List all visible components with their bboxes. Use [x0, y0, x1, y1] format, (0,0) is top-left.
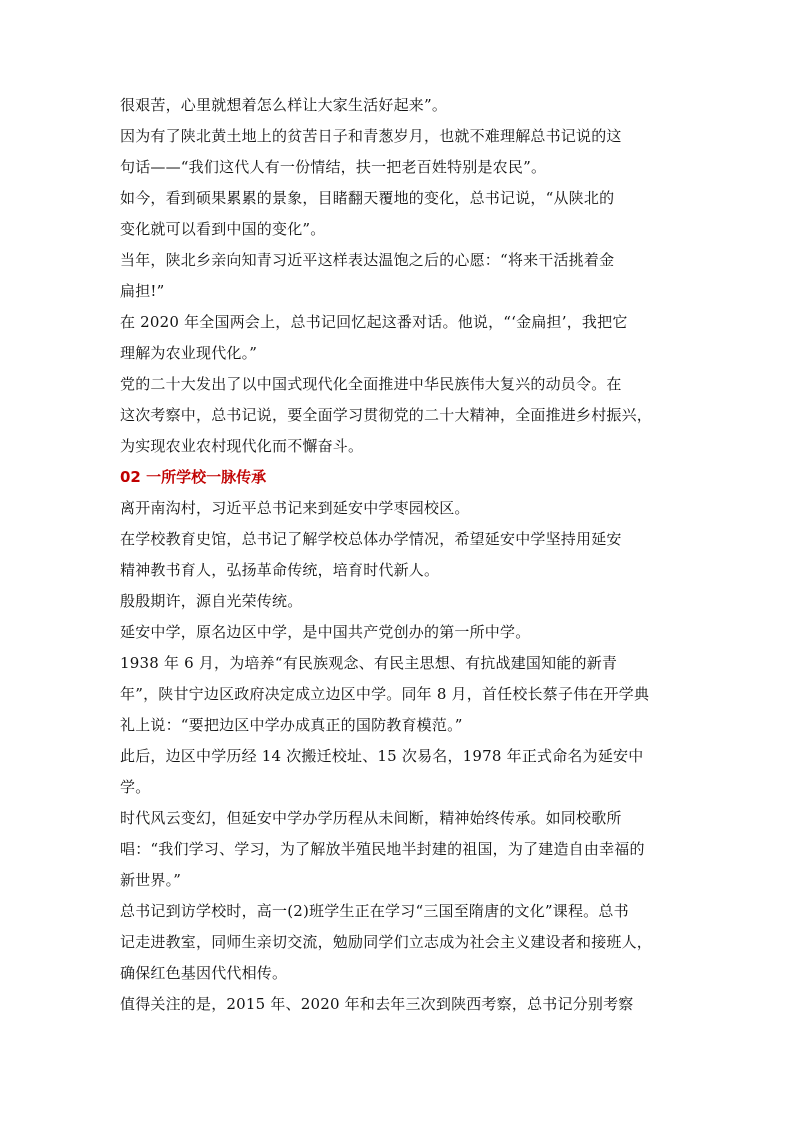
- section-heading: 02 一所学校一脉传承: [120, 468, 267, 486]
- text-line: 礼上说：“要把边区中学办成真正的国防教育模范。”: [120, 716, 463, 734]
- text-line: 此后，边区中学历经 14 次搬迁校址、15 次易名，1978 年正式命名为延安中: [120, 747, 644, 765]
- text-line: 在 2020 年全国两会上，总书记回忆起这番对话。他说，“‘金扁担’，我把它: [120, 313, 628, 331]
- text-line: 句话——“我们这代人有一份情结，扶一把老百姓特别是农民”。: [120, 158, 547, 176]
- text-line: 因为有了陕北黄土地上的贫苦日子和青葱岁月，也就不难理解总书记说的这: [120, 127, 622, 145]
- text-line: 精神教书育人，弘扬革命传统，培育时代新人。: [120, 561, 440, 579]
- text-line: 唱：“我们学习、学习，为了解放半殖民地半封建的祖国，为了建造自由幸福的: [120, 840, 645, 858]
- text-line: 党的二十大发出了以中国式现代化全面推进中华民族伟大复兴的动员令。在: [120, 375, 622, 393]
- text-line: 确保红色基因代代相传。: [120, 964, 288, 982]
- document-body: [120, 90, 680, 1020]
- text-line: 为实现农业农村现代化而不懈奋斗。: [120, 437, 364, 455]
- text-line: 这次考察中，总书记说，要全面学习贯彻党的二十大精神，全面推进乡村振兴，: [120, 406, 653, 424]
- text-line: 年”，陕甘宁边区政府决定成立边区中学。同年 8 月，首任校长蔡子伟在开学典: [120, 685, 650, 703]
- text-line: 殷殷期许，源自光荣传统。: [120, 592, 303, 610]
- text-line: 新世界。”: [120, 871, 182, 889]
- text-line: 1938 年 6 月，为培养“有民族观念、有民主思想、有抗战建国知能的新青: [120, 654, 618, 672]
- text-line: 离开南沟村，习近平总书记来到延安中学枣园校区。: [120, 499, 470, 517]
- text-line: 很艰苦，心里就想着怎么样让大家生活好起来”。: [120, 96, 448, 114]
- text-line: 当年，陕北乡亲向知青习近平这样表达温饱之后的心愿：“将来干活挑着金: [120, 251, 615, 269]
- text-line: 总书记到访学校时，高一(2)班学生正在学习“三国至隋唐的文化”课程。总书: [120, 902, 629, 920]
- text-line: 值得关注的是，2015 年、2020 年和去年三次到陕西考察，总书记分别考察: [120, 995, 634, 1013]
- text-line: 如今，看到硕果累累的景象，目睹翻天覆地的变化，总书记说，“从陕北的: [120, 189, 615, 207]
- text-line: 变化就可以看到中国的变化”。: [120, 220, 326, 238]
- text-line: 扁担!”: [120, 282, 165, 300]
- text-line: 在学校教育史馆，总书记了解学校总体办学情况，希望延安中学坚持用延安: [120, 530, 622, 548]
- text-line: 记走进教室，同师生亲切交流，勉励同学们立志成为社会主义建设者和接班人，: [120, 933, 653, 951]
- text-line: 时代风云变幻，但延安中学办学历程从未间断，精神始终传承。如同校歌所: [120, 809, 622, 827]
- text-line: 延安中学，原名边区中学，是中国共产党创办的第一所中学。: [120, 623, 531, 641]
- text-line: 理解为农业现代化。”: [120, 344, 258, 362]
- text-line: 学。: [120, 778, 151, 796]
